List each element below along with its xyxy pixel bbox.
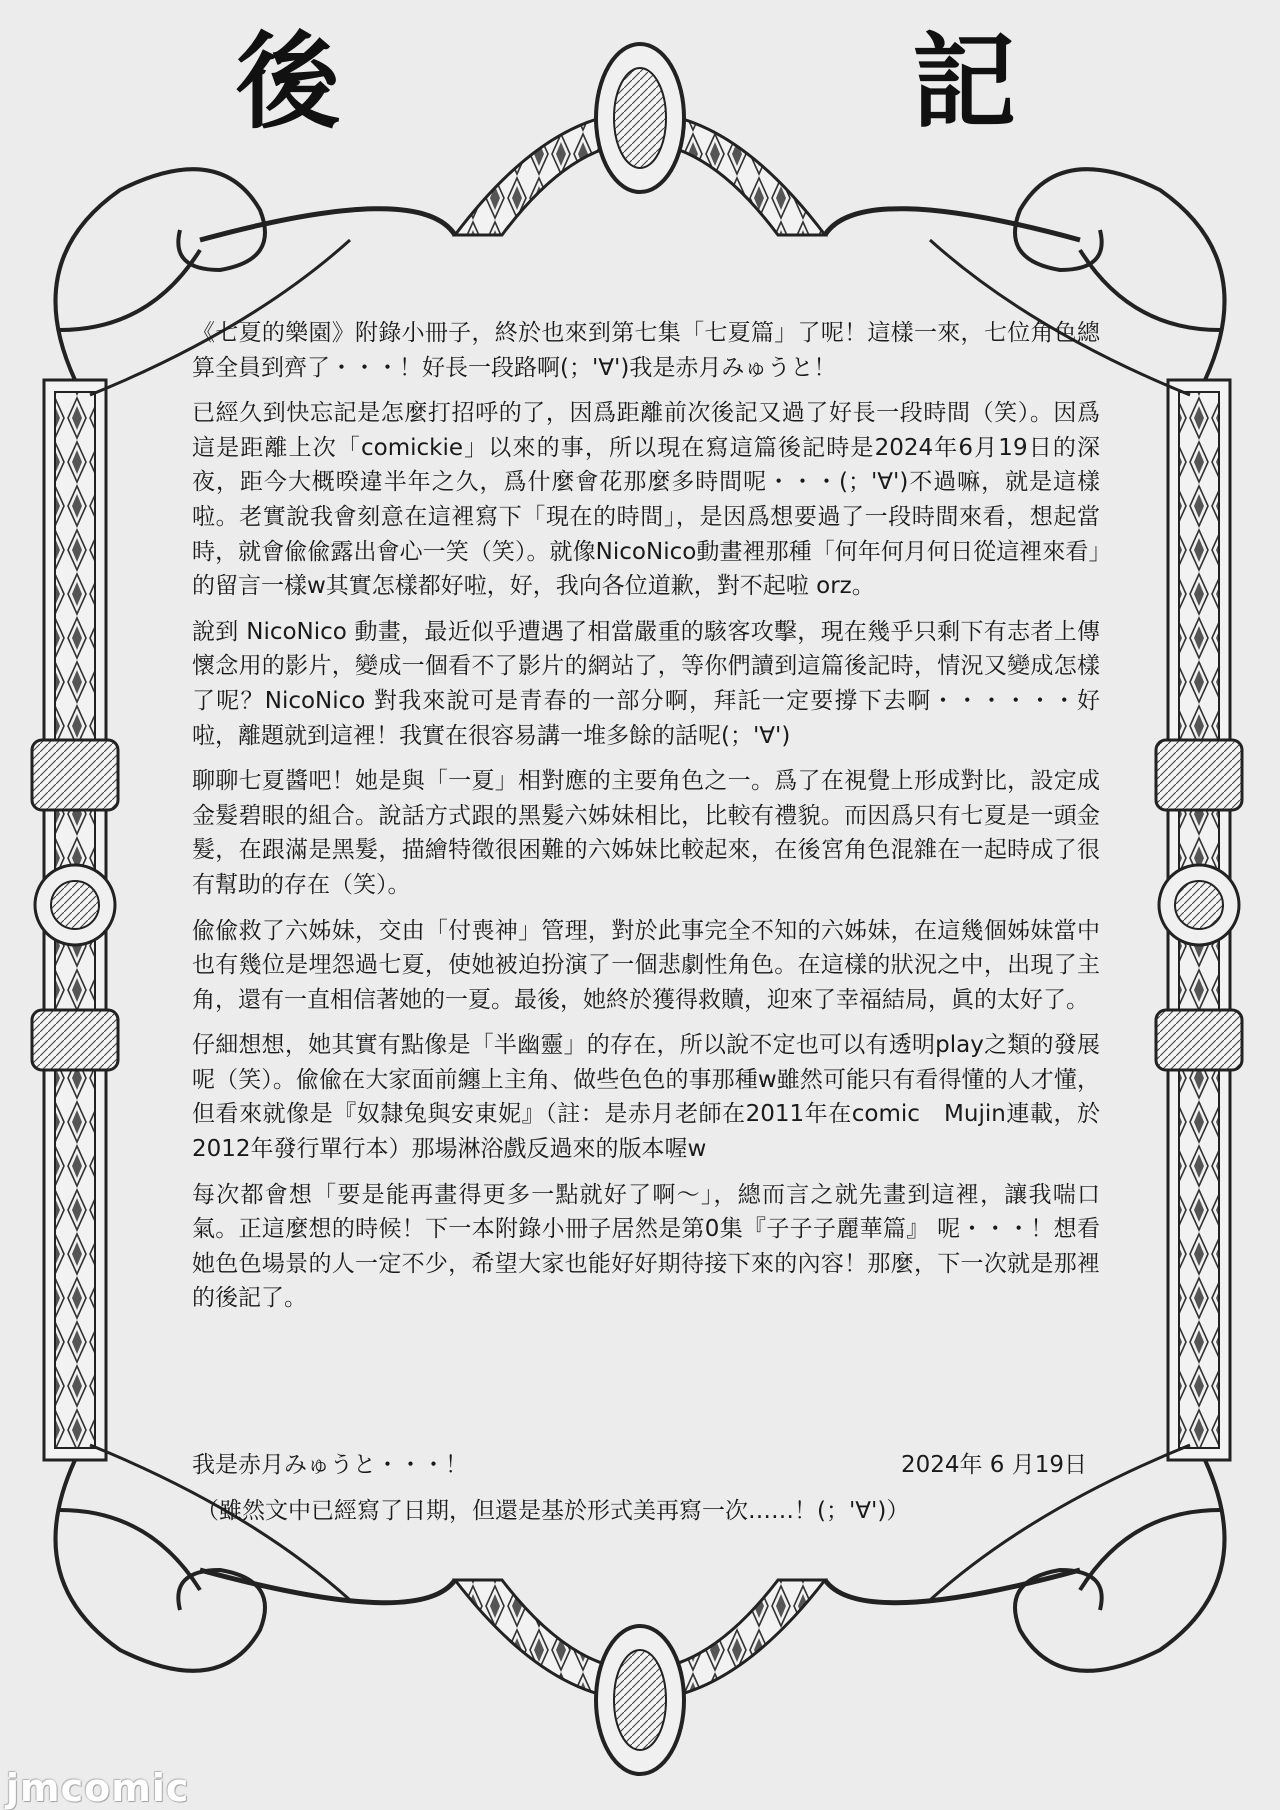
watermark-logo: jmcomic: [6, 1766, 190, 1810]
right-pillar: [1156, 380, 1242, 1460]
left-pillar: [32, 380, 118, 1460]
title-left-char: 後: [236, 21, 341, 143]
paragraph: 仔細想想，她其實有點像是「半幽靈」的存在，所以說不定也可以有透明play之類的發展呢（笑）。偸偸在大家面前纏上主角、做些色色的事那種w雖然可能只有看得懂的人才懂，但看來就像是『奴隸兔與安東妮』（註：是赤月老師在2011年在comic Mujin連載，於2012年發行單行本）那場淋浴戲反過來的版本喔w: [192, 1032, 1100, 1163]
title-right-char: 記: [912, 21, 1017, 143]
paragraph: 偸偸救了六姊妹，交由「付喪神」管理，對於此事完全不知的六姊妹，在這幾個姊妹當中也有幾位是埋怨過七夏，使她被迫扮演了一個悲劇性角色。在這樣的狀況之中，出現了主角，還有一直相信著她的一夏。最後，她終於獲得救贖，迎來了幸福結局，眞的太好了。: [192, 917, 1100, 1013]
paragraph: 聊聊七夏醬吧！她是與「一夏」相對應的主要角色之一。爲了在視覺上形成對比，設定成金髮碧眼的組合。說話方式跟的黑髮六姊妹相比，比較有禮貌。而因爲只有七夏是一頭金髮，在跟滿是黑髮，描繪特徵很困難的六姊妹比較起來，在後宮角色混雜在一起時成了很有幫助的存在（笑）。: [192, 768, 1100, 898]
paragraph: 已經久到快忘記是怎麼打招呼的了，因爲距離前次後記又過了好長一段時間（笑）。因爲這是距離上次「comickie」以來的事，所以現在寫這篇後記時是2024年6月19日的深夜，距今大概暌違半年之久，爲什麼會花那麼多時間呢・・・(；'∀')不過嘛，就是這樣啦。老實說我會刻意在這裡寫下「現在的時間」，是因爲想要過了一段時間來看，想起當時，就會偸偸露出會心一笑（笑）。就像NicoNico動畫裡那種「何年何月何日從這裡來看」的留言一樣w其實怎樣都好啦，好，我向各位道歉，對不起啦 orz。: [192, 400, 1100, 600]
bottom-arch: [200, 1570, 1080, 1774]
closing-note: （雖然文中已經寫了日期，但還是基於形式美再寫一次……！(；'∀')）: [196, 1498, 910, 1524]
signature-name: 我是赤月みゅうと・・・！: [192, 1452, 468, 1478]
signature-row: [192, 1448, 1087, 1482]
paragraph: 《七夏的樂園》附錄小冊子，終於也來到第七集「七夏篇」了呢！這樣一來，七位角色總算全員到齊了・・・！好長一段路啊(；'∀')我是赤月みゅうと！: [192, 320, 1100, 381]
paragraph: 每次都會想「要是能再畫得更多一點就好了啊～」，總而言之就先畫到這裡，讓我喘口氣。正這麼想的時候！下一本附錄小冊子居然是第0集『子子子麗華篇』 呢・・・！想看她色色場景的人一定不少，希望大家也能好好期待接下來的內容！那麼，下一次就是那裡的後記了。: [192, 1181, 1100, 1312]
signature-date: 2024年 6 月19日: [900, 1452, 1087, 1478]
afterword-body: [192, 316, 1100, 1327]
paragraph: 說到 NicoNico 動畫，最近似乎遭遇了相當嚴重的駭客攻擊，現在幾乎只剩下有志者上傳懷念用的影片，變成一個看不了影片的網站了，等你們讀到這篇後記時，情況又變成怎樣了呢？NicoNico 對我來說可是青春的一部分啊，拜託一定要撐下去啊・・・・・・好啦，離題就到這裡！我實在很容易講一堆多餘的話呢(；'∀'): [192, 618, 1100, 749]
